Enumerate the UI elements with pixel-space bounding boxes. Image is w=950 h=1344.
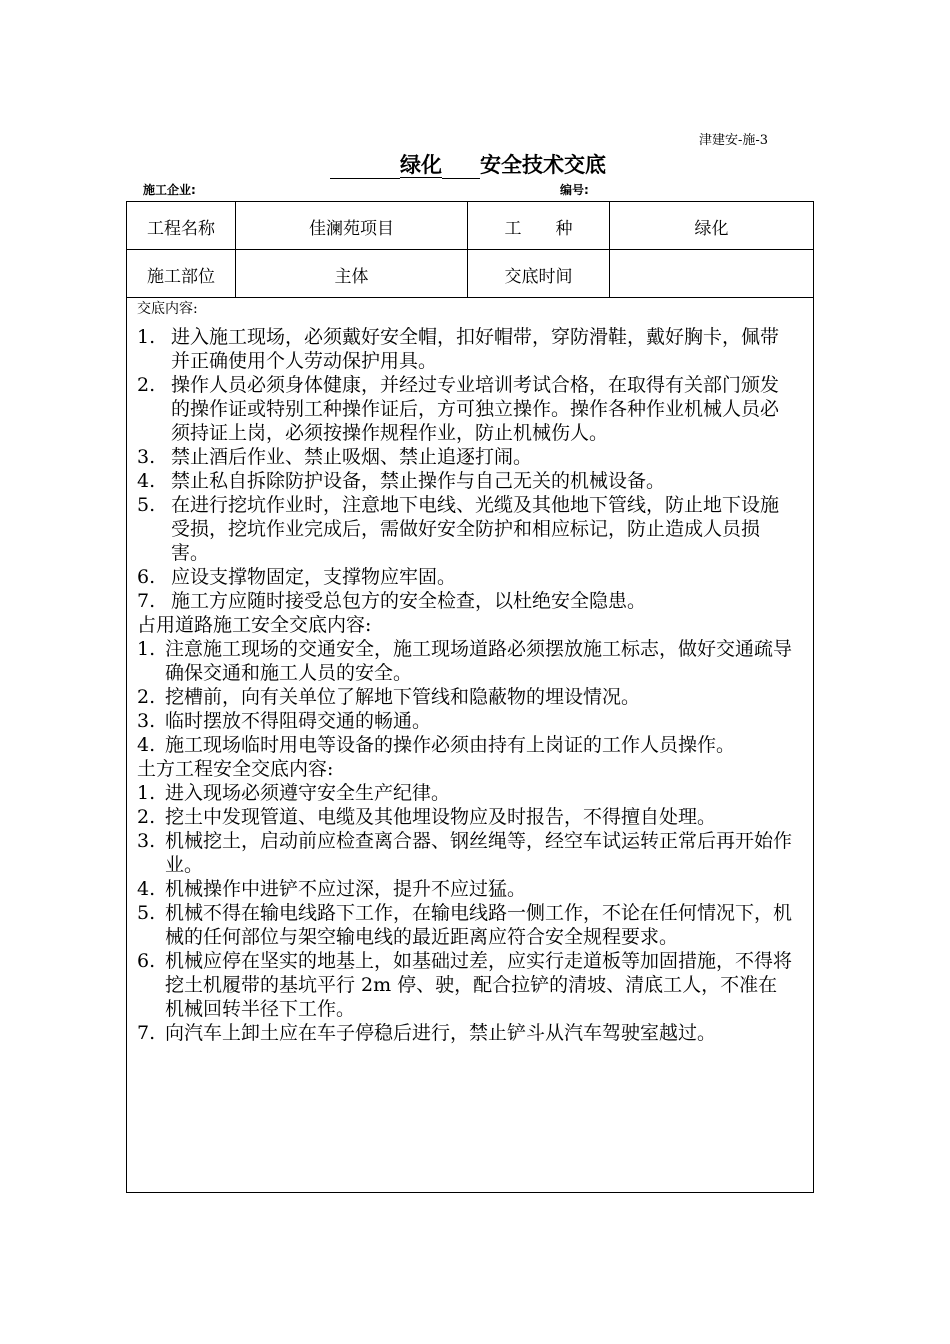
item-text: 挖土中发现管道、电缆及其他埋设物应及时报告，不得擅自处理。 xyxy=(165,806,717,828)
list-item xyxy=(137,565,795,589)
page-title xyxy=(330,149,606,179)
item-number: 1. xyxy=(137,638,156,660)
location-label: 施工部位 xyxy=(147,266,215,287)
list-item xyxy=(137,637,795,685)
item-number: 3. xyxy=(137,710,156,732)
list-item xyxy=(137,589,795,613)
list-item xyxy=(137,949,795,1021)
item-text: 应设支撑物固定，支撑物应牢固。 xyxy=(171,566,457,588)
list-item xyxy=(137,469,795,493)
list-item xyxy=(137,733,795,757)
item-text: 机械操作中进铲不应过深，提升不应过猛。 xyxy=(165,878,527,900)
item-number: 6. xyxy=(137,950,156,972)
item-text: 禁止私自拆除防护设备，禁止操作与自己无关的机械设备。 xyxy=(171,470,666,492)
company-label: 施工企业: xyxy=(143,183,196,197)
disclosure-form xyxy=(126,201,814,1193)
work-type-label: 工 种 xyxy=(504,218,573,239)
item-number: 2. xyxy=(137,686,156,708)
item-number: 7. xyxy=(137,1022,156,1044)
item-number: 7. xyxy=(137,590,156,612)
list-item xyxy=(137,325,795,373)
list-item xyxy=(137,781,795,805)
item-number: 1. xyxy=(137,326,156,348)
title-underline-right xyxy=(442,156,480,179)
list-item xyxy=(137,373,795,445)
item-text: 注意施工现场的交通安全，施工现场道路必须摆放施工标志，做好交通疏导确保交通和施工人员的安全。 xyxy=(165,638,793,684)
item-text: 在进行挖坑作业时，注意地下电线、光缆及其他地下管线，防止地下设施受损，挖坑作业完成后，需做好安全防护和相应标记，防止造成人员损害。 xyxy=(171,494,780,564)
item-text: 临时摆放不得阻碍交通的畅通。 xyxy=(165,710,432,732)
content-label: 交底内容: xyxy=(137,301,198,317)
item-text: 禁止酒后作业、禁止吸烟、禁止追逐打闹。 xyxy=(171,446,533,468)
road-heading: 占用道路施工安全交底内容: xyxy=(137,614,372,636)
list-item xyxy=(137,877,795,901)
title-suffix: 安全技术交底 xyxy=(480,153,606,177)
list-item xyxy=(137,1021,795,1045)
item-number: 4. xyxy=(137,734,156,756)
item-number: 4. xyxy=(137,470,156,492)
list-item xyxy=(137,709,795,733)
item-text: 施工现场临时用电等设备的操作必须由持有上岗证的工作人员操作。 xyxy=(165,734,736,756)
project-name-value: 佳澜苑项目 xyxy=(309,218,394,239)
item-number: 3. xyxy=(137,830,156,852)
title-underline-left xyxy=(330,156,400,179)
time-label: 交底时间 xyxy=(504,266,573,287)
list-item xyxy=(137,445,795,469)
time-value xyxy=(610,250,813,298)
item-text: 机械挖土，启动前应检查离合器、钢丝绳等，经空车试运转正常后再开始作业。 xyxy=(165,830,793,876)
item-text: 向汽车上卸土应在车子停稳后进行，禁止铲斗从汽车驾驶室越过。 xyxy=(165,1022,717,1044)
disclosure-content xyxy=(137,299,795,1045)
item-text: 施工方应随时接受总包方的安全检查，以杜绝安全隐患。 xyxy=(171,590,647,612)
item-number: 3. xyxy=(137,446,156,468)
item-number: 2. xyxy=(137,374,156,396)
title-work-type: 绿化 xyxy=(400,153,442,177)
item-number: 4. xyxy=(137,878,156,900)
earth-items-list xyxy=(137,781,795,1045)
item-text: 进入现场必须遵守安全生产纪律。 xyxy=(165,782,451,804)
number-label: 编号: xyxy=(560,183,589,197)
list-item xyxy=(137,805,795,829)
item-number: 1. xyxy=(137,782,156,804)
item-text: 挖槽前，向有关单位了解地下管线和隐蔽物的埋设情况。 xyxy=(165,686,641,708)
item-number: 2. xyxy=(137,806,156,828)
item-number: 5. xyxy=(137,902,156,924)
location-value: 主体 xyxy=(334,266,369,287)
list-item xyxy=(137,901,795,949)
road-items-list xyxy=(137,637,795,757)
item-text: 操作人员必须身体健康，并经过专业培训考试合格，在取得有关部门颁发的操作证或特别工种操作证后，方可独立操作。操作各种作业机械人员必须持证上岗，必须按操作规程作业，防止机械伤人。 xyxy=(171,374,780,444)
list-item xyxy=(137,829,795,877)
list-item xyxy=(137,493,795,565)
item-number: 5. xyxy=(137,494,156,516)
item-text: 机械不得在输电线路下工作，在输电线路一侧工作，不论在任何情况下，机械的任何部位与架空输电线的最近距离应符合安全规程要求。 xyxy=(165,902,793,948)
item-text: 机械应停在坚实的地基上，如基础过差，应实行走道板等加固措施，不得将挖土机履带的基坑平行 2m 停、驶，配合拉铲的清坡、清底工人，不准在机械回转半径下工作。 xyxy=(165,950,793,1020)
general-items-list xyxy=(137,325,795,613)
list-item xyxy=(137,685,795,709)
item-text: 进入施工现场，必须戴好安全帽，扣好帽带，穿防滑鞋，戴好胸卡，佩带并正确使用个人劳动保护用具。 xyxy=(171,326,780,372)
earth-heading: 土方工程安全交底内容: xyxy=(137,758,334,780)
work-type-value: 绿化 xyxy=(694,218,729,239)
form-code: 津建安-施-3 xyxy=(699,133,769,148)
item-number: 6. xyxy=(137,566,156,588)
project-name-label: 工程名称 xyxy=(147,218,215,239)
